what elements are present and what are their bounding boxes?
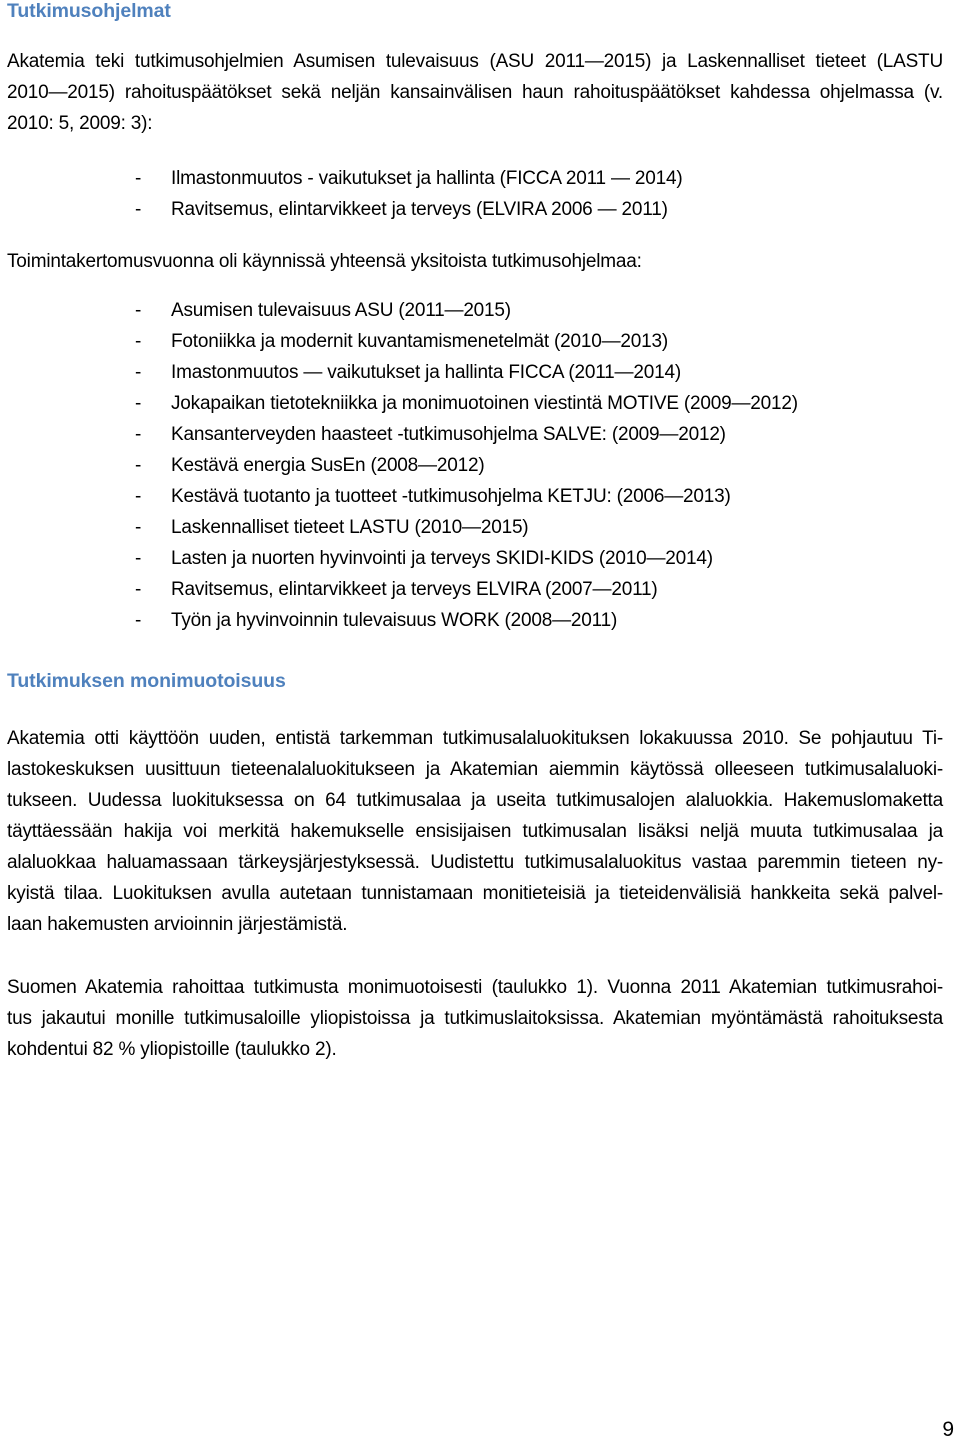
list-dash: - (135, 579, 142, 600)
page-number: 9 (942, 1418, 954, 1441)
paragraph-line: lastokeskuksen uusittuun tieteenalaluokitukseen ja Akatemian aiemmin käytössä olleeseen tutkimusalaluoki- (7, 759, 943, 780)
paragraph-line: kohdentui 82 % yliopistoille (taulukko 2). (7, 1039, 337, 1060)
list-dash: - (135, 331, 142, 352)
list-item-text: Työn ja hyvinvoinnin tulevaisuus WORK (2008—2011) (171, 610, 618, 631)
intro-line: 2010—2015) rahoituspäätökset sekä neljän kansainvälisen haun rahoituspäätökset kahdessa ohjelmassa (v. (7, 82, 943, 103)
funding-paragraph (7, 972, 943, 1065)
list-item-text: Imastonmuutos — vaikutukset ja hallinta FICCA (2011—2014) (171, 362, 681, 383)
paragraph-line: tus jakautui monille tutkimusaloille yliopistoissa ja tutkimuslaitoksissa. Akatemian myöntämästä rahoituksesta (7, 1008, 943, 1029)
list-item-text: Ravitsemus, elintarvikkeet ja terveys (ELVIRA 2006 — 2011) (171, 199, 668, 220)
list-item-text: Kestävä energia SusEn (2008—2012) (171, 455, 485, 476)
list-item-text: Fotoniikka ja modernit kuvantamismenetelmät (2010—2013) (171, 331, 668, 352)
list-dash: - (135, 517, 142, 538)
list-item-text: Laskennalliset tieteet LASTU (2010—2015) (171, 517, 529, 538)
section-heading-research-diversity: Tutkimuksen monimuotoisuus (7, 670, 286, 692)
intro-paragraph (7, 46, 943, 139)
list-dash: - (135, 362, 142, 383)
list-item-text: Asumisen tulevaisuus ASU (2011—2015) (171, 300, 511, 321)
intro-line: 2010: 5, 2009: 3): (7, 113, 153, 134)
intro-line: Akatemia teki tutkimusohjelmien Asumisen tulevaisuus (ASU 2011—2015) ja Laskennalliset tieteet (LASTU (7, 51, 943, 72)
list-dash: - (135, 168, 142, 189)
paragraph-line: kyistä tilaa. Luokituksen avulla autetaan tunnistamaan monitieteisiä ja tieteidenvälisiä hankkeita sekä palvel- (7, 883, 943, 904)
list-item-text: Kestävä tuotanto ja tuotteet -tutkimusohjelma KETJU: (2006—2013) (171, 486, 731, 507)
paragraph-line: Suomen Akatemia rahoittaa tutkimusta monimuotoisesti (taulukko 1). Vuonna 2011 Akatemian tutkimusrahoi- (7, 977, 943, 998)
list-dash: - (135, 548, 142, 569)
list-dash: - (135, 199, 142, 220)
paragraph-line: tukseen. Uudessa luokituksessa on 64 tutkimusalaa ja useita tutkimusalojen alaluokkia. Hakemuslomaketta (7, 790, 943, 811)
list-dash: - (135, 610, 142, 631)
list-dash: - (135, 393, 142, 414)
list-dash: - (135, 486, 142, 507)
list-dash: - (135, 424, 142, 445)
list-dash: - (135, 300, 142, 321)
classification-paragraph (7, 723, 943, 940)
section-heading-research-programmes: Tutkimusohjelmat (7, 0, 171, 22)
list-dash: - (135, 455, 142, 476)
active-programs-intro: Toimintakertomusvuonna oli käynnissä yhteensä yksitoista tutkimusohjelmaa: (7, 251, 642, 272)
list-item-text: Lasten ja nuorten hyvinvointi ja terveys SKIDI-KIDS (2010—2014) (171, 548, 713, 569)
paragraph-line: Akatemia otti käyttöön uuden, entistä tarkemman tutkimusalaluokituksen lokakuussa 2010. Se pohjautuu Ti- (7, 728, 943, 749)
paragraph-line: täyttäessään hakija voi merkitä hakemukselle ensisijaisen tutkimusalan lisäksi neljä muuta tutkimusalaa ja (7, 821, 943, 842)
paragraph-line: alaluokkaa haluamassaan tärkeysjärjestyksessä. Uudistettu tutkimusalaluokitus vastaa paremmin tieteen ny- (7, 852, 943, 873)
list-item-text: Ilmastonmuutos - vaikutukset ja hallinta (FICCA 2011 — 2014) (171, 168, 683, 189)
list-item-text: Ravitsemus, elintarvikkeet ja terveys ELVIRA (2007—2011) (171, 579, 658, 600)
list-item-text: Jokapaikan tietotekniikka ja monimuotoinen viestintä MOTIVE (2009—2012) (171, 393, 798, 414)
paragraph-line: laan hakemusten arvioinnin järjestämistä. (7, 914, 348, 935)
list-item-text: Kansanterveyden haasteet -tutkimusohjelma SALVE: (2009—2012) (171, 424, 726, 445)
